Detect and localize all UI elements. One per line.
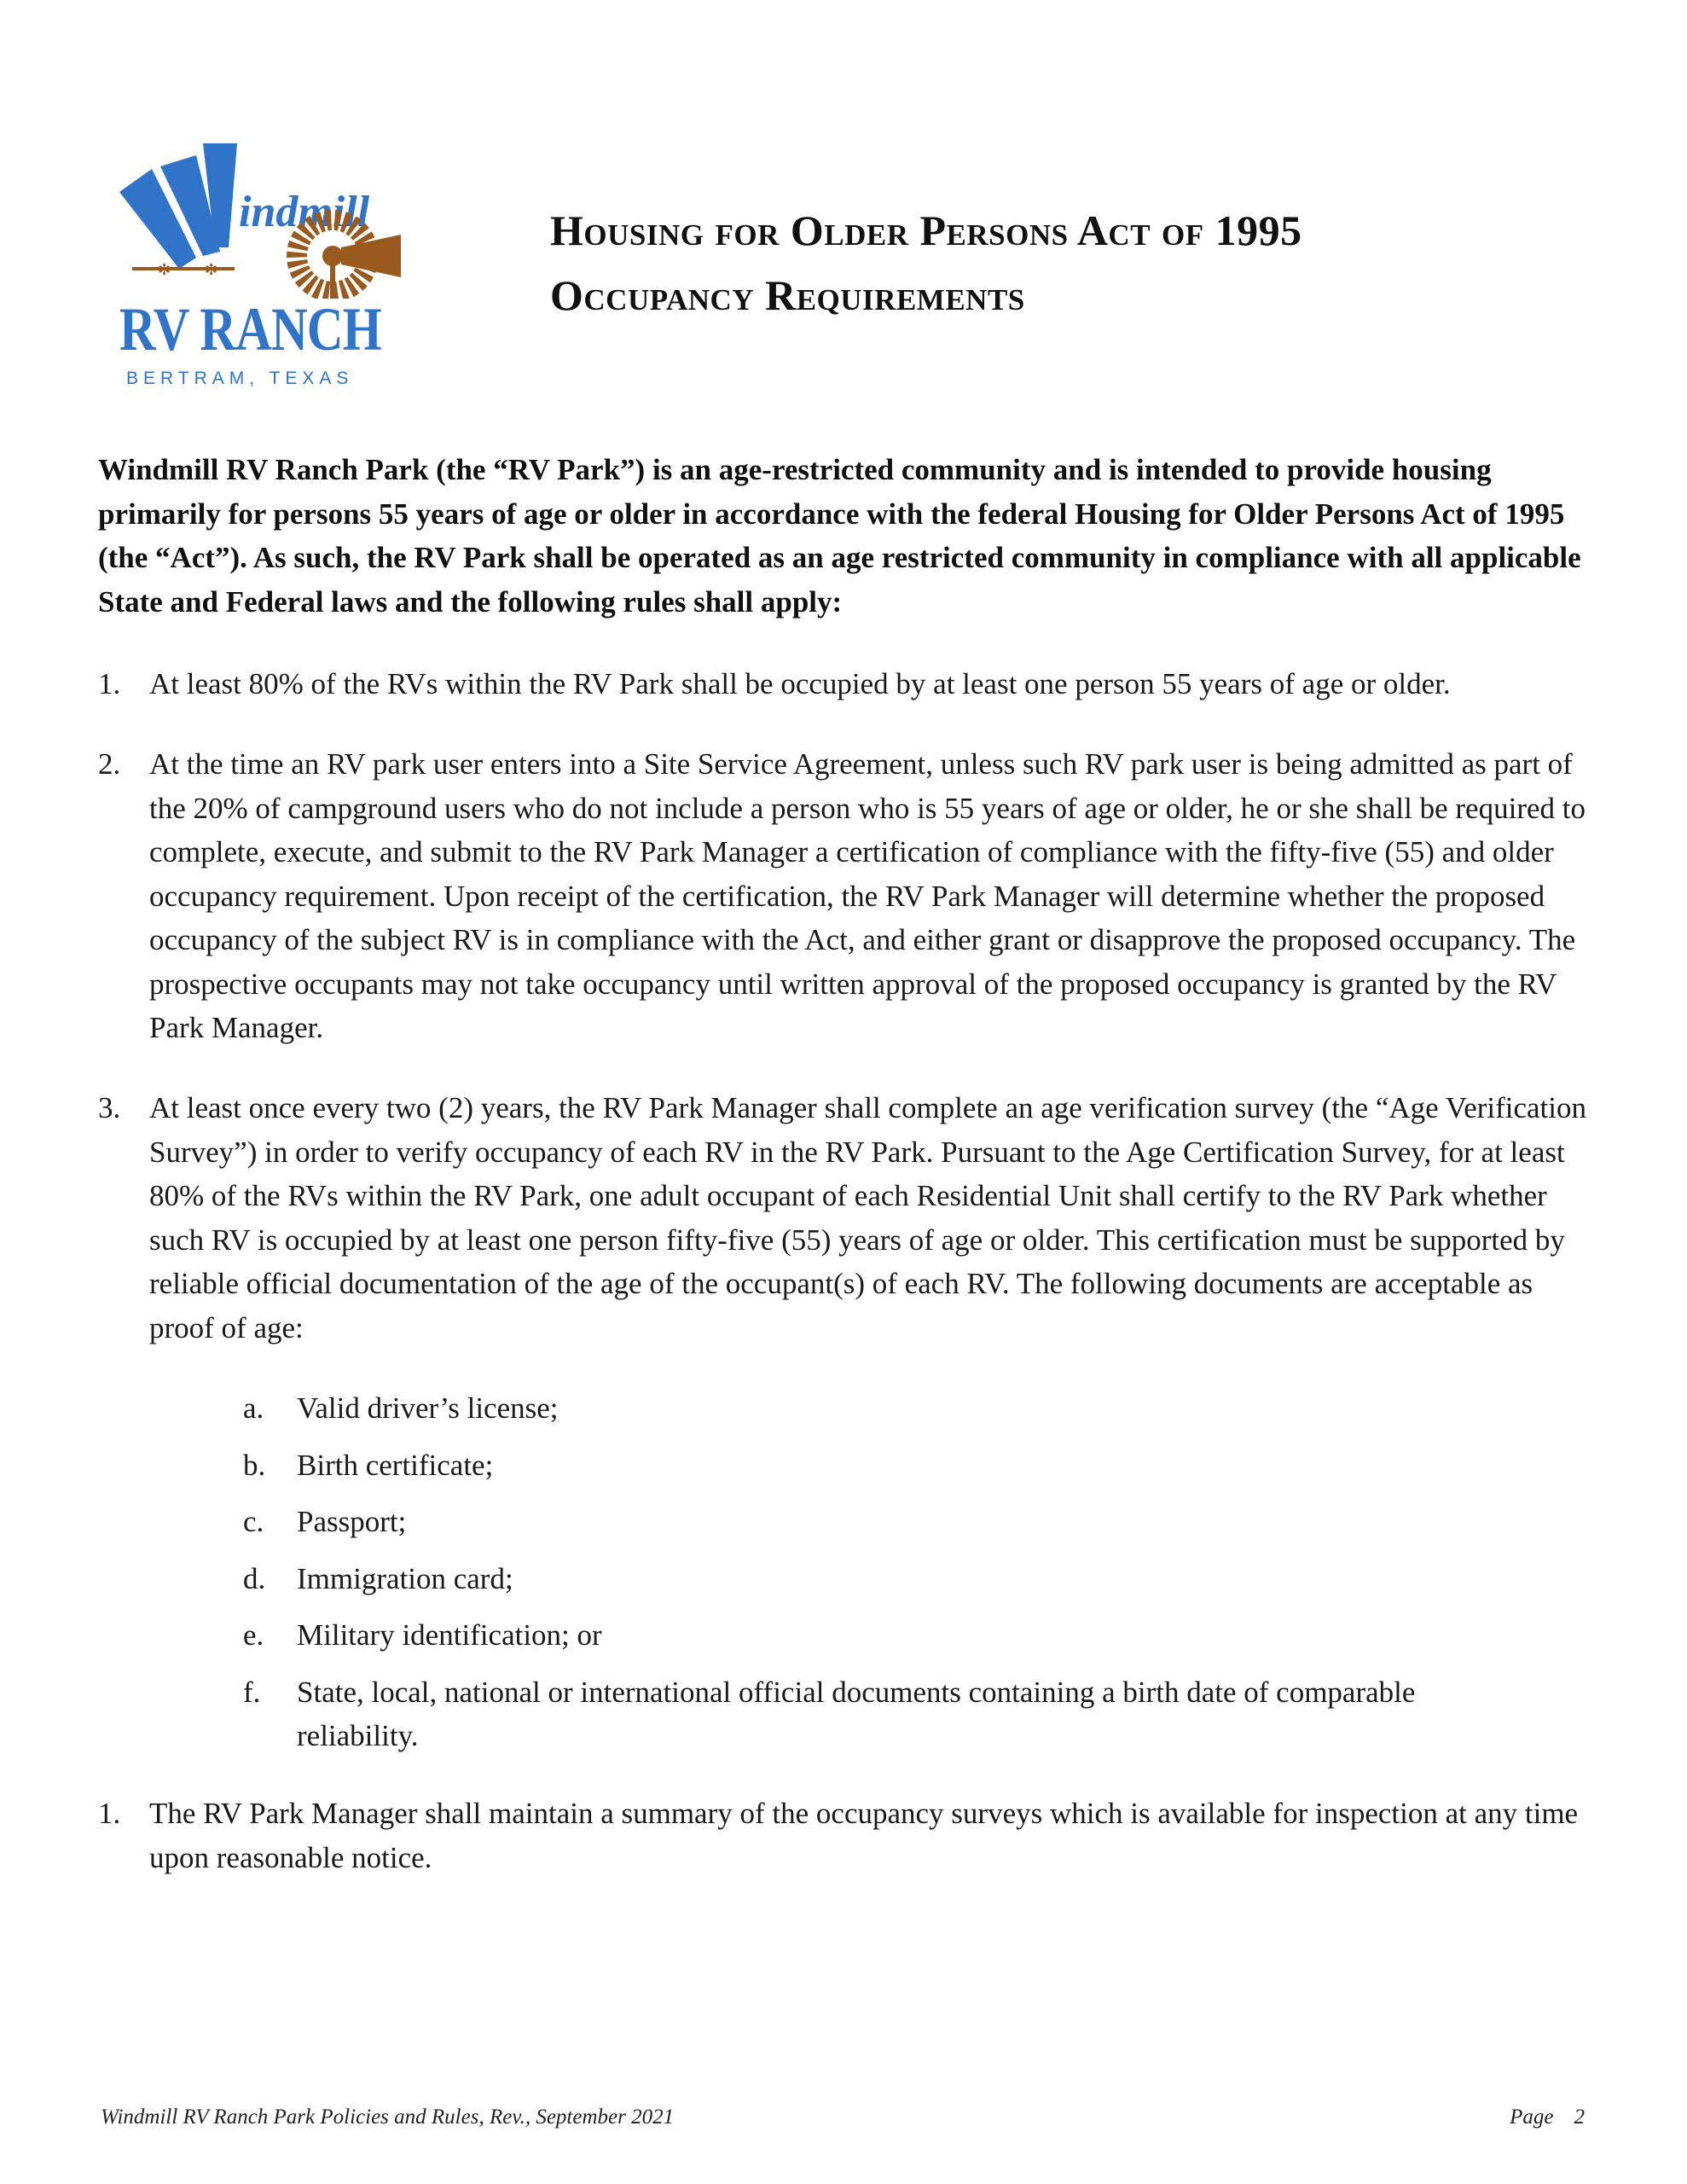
page-title (550, 198, 1302, 328)
rule-text: At least 80% of the RVs within the RV Park shall be occupied by at least one person 55 years of age or older. (149, 667, 1451, 700)
rule-text: The RV Park Manager shall maintain a summary of the occupancy surveys which is available for inspection at any time upon reasonable notice. (149, 1797, 1579, 1874)
rule-item-3 (98, 1086, 1599, 1350)
rule-text: At the time an RV park user enters into a Site Service Agreement, unless such RV park user is being admitted as part of the 20% of campground users who do not include a person who is 55 years of age or older, he or she shall be required to complete, execute, and submit to the RV Park Manager a certification of compliance with the fifty-five (55) and older occupancy requirement. Upon receipt of the certification, the RV Park Manager will determine whether the proposed occupancy of the subject RV is in compliance with the Act, and either grant or disapprove the proposed occupancy. The prospective occupants may not take occupancy until written approval of the proposed occupancy is granted by the RV Park Manager. (149, 747, 1586, 1044)
windmill-rays-icon (111, 128, 409, 299)
list-item: b. Birth certificate; (243, 1448, 494, 1482)
list-item: f. State, local, national or international official documents containing a birth date of comparable reliability. (243, 1675, 1416, 1752)
title-line-1: Housing for Older Persons Act of 1995 (550, 206, 1302, 254)
footer-document-title: Windmill RV Ranch Park Policies and Rules, Rev., September 2021 (101, 2106, 675, 2129)
rule-number: 1. (98, 1797, 121, 1830)
page-footer (101, 2106, 1585, 2129)
intro-paragraph: Windmill RV Ranch Park (the “RV Park”) is an age-restricted community and is intended to provide housing primarily for persons 55 years of age or older in accordance with the federal Housing for Older Persons Act of 1995 (the “Act”). As such, the RV Park shall be operated as an age restricted community in compliance with all applicable State and Federal laws and the following rules shall apply: (98, 453, 1581, 619)
title-line-2: Occupancy Requirements (550, 271, 1025, 319)
rule-item-1 (98, 662, 1599, 706)
page-number: Page 2 (1510, 2106, 1585, 2129)
svg-text:✻: ✻ (205, 261, 218, 278)
rule-text: At least once every two (2) years, the RV Park Manager shall complete an age verification survey (the “Age Verification Survey”) in order to verify occupancy of each RV in the RV Park. Pursuant to the Age Certification Survey, for at least 80% of the RVs within the RV Park, one adult occupant of each Residential Unit shall certify to the RV Park whether such RV is occupied by at least one person fifty-five (55) years of age or older. This certification must be supported by reliable official documentation of the age of the occupant(s) of each RV. The following documents are acceptable as proof of age: (149, 1091, 1587, 1345)
rule-item-2 (98, 742, 1599, 1050)
rule-number: 2. (98, 747, 121, 781)
svg-text:indmill: indmill (239, 188, 370, 236)
rule-number: 1. (98, 667, 121, 700)
rule-item-final (98, 1792, 1599, 1879)
list-item: a. Valid driver’s license; (243, 1391, 559, 1425)
windmill-rv-ranch-logo (111, 128, 409, 392)
proof-documents-list (243, 1386, 1437, 1771)
logo-location: BERTRAM, TEXAS (126, 369, 354, 388)
rule-number: 3. (98, 1091, 121, 1124)
logo-title: RV RANCH (119, 295, 381, 363)
svg-text:✻: ✻ (158, 261, 171, 278)
list-item: e. Military identification; or (243, 1618, 602, 1652)
list-item: c. Passport; (243, 1505, 407, 1538)
list-item: d. Immigration card; (243, 1561, 513, 1595)
